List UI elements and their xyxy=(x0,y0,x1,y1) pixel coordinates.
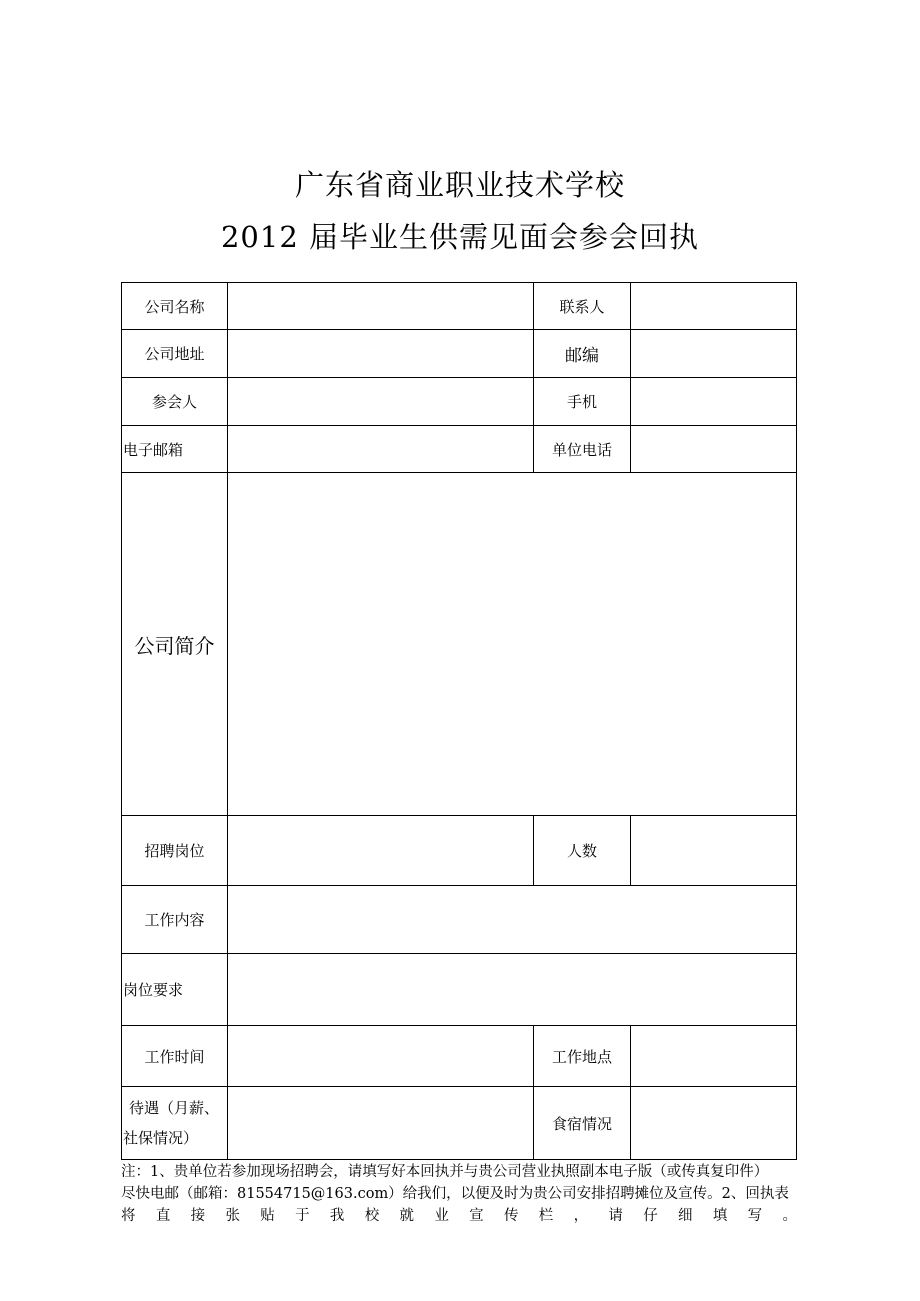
headcount-label: 人数 xyxy=(533,815,631,886)
work-location-label: 工作地点 xyxy=(533,1025,631,1087)
contact-field[interactable] xyxy=(630,282,797,330)
work-time-label: 工作时间 xyxy=(121,1025,228,1087)
benefits-label-line1: 待遇（月薪、 xyxy=(129,1099,220,1117)
document-subtitle: 2012 届毕业生供需见面会参会回执 xyxy=(220,220,700,254)
job-content-field[interactable] xyxy=(227,885,797,954)
job-requirement-label: 岗位要求 xyxy=(121,953,228,1026)
attendee-label: 参会人 xyxy=(121,377,228,426)
work-location-field[interactable] xyxy=(630,1025,797,1087)
footnote xyxy=(121,1161,797,1227)
company-intro-field[interactable] xyxy=(227,472,797,816)
footnote-line-2: 尽快电邮（邮箱：81554715@163.com）给我们，以便及时为贵公司安排招聘摊位及宣传。2、回执表 xyxy=(121,1186,789,1202)
board-label: 食宿情况 xyxy=(533,1086,631,1160)
footnote-char: 我 xyxy=(329,1208,345,1224)
footnote-line-1: 注：1、贵单位若参加现场招聘会，请填写好本回执并与贵公司营业执照副本电子版（或传真复印件） xyxy=(121,1164,769,1180)
work-time-field[interactable] xyxy=(227,1025,534,1087)
mobile-field[interactable] xyxy=(630,377,797,426)
footnote-line-3 xyxy=(121,1205,797,1227)
benefits-label xyxy=(121,1086,228,1160)
footnote-char: 直 xyxy=(155,1208,171,1224)
footnote-char: 张 xyxy=(225,1208,240,1224)
footnote-char: 接 xyxy=(190,1208,206,1224)
job-requirement-field[interactable] xyxy=(227,953,797,1026)
document-title: 广东省商业职业技术学校 xyxy=(294,168,625,202)
position-field[interactable] xyxy=(227,815,534,886)
footnote-char: ， xyxy=(573,1208,589,1224)
footnote-char: 。 xyxy=(782,1208,797,1224)
company-intro-label: 公司简介 xyxy=(121,472,228,816)
footnote-char: 贴 xyxy=(260,1208,275,1224)
footnote-char: 细 xyxy=(678,1208,693,1224)
postcode-field[interactable] xyxy=(630,329,797,378)
footnote-char: 于 xyxy=(295,1208,310,1224)
postcode-label: 邮编 xyxy=(533,329,631,378)
company-address-field[interactable] xyxy=(227,329,534,378)
footnote-char: 传 xyxy=(503,1208,519,1224)
office-phone-field[interactable] xyxy=(630,425,797,473)
footnote-char: 请 xyxy=(608,1208,623,1224)
email-label: 电子邮箱 xyxy=(121,425,228,473)
footnote-char: 宣 xyxy=(469,1208,484,1224)
company-name-field[interactable] xyxy=(227,282,534,330)
contact-label: 联系人 xyxy=(533,282,631,330)
position-label: 招聘岗位 xyxy=(121,815,228,886)
footnote-char: 就 xyxy=(399,1208,414,1224)
headcount-field[interactable] xyxy=(630,815,797,886)
footnote-char: 业 xyxy=(434,1208,449,1224)
board-field[interactable] xyxy=(630,1086,797,1160)
benefits-field[interactable] xyxy=(227,1086,534,1160)
footnote-char: 校 xyxy=(364,1208,380,1224)
footnote-char: 将 xyxy=(121,1208,136,1224)
job-content-label: 工作内容 xyxy=(121,885,228,954)
footnote-char: 写 xyxy=(747,1208,763,1224)
footnote-char: 填 xyxy=(712,1208,728,1224)
benefits-label-line2: 社保情况） xyxy=(123,1129,199,1147)
company-address-label: 公司地址 xyxy=(121,329,228,378)
footnote-char: 仔 xyxy=(643,1208,658,1224)
attendee-field[interactable] xyxy=(227,377,534,426)
company-name-label: 公司名称 xyxy=(121,282,228,330)
email-field[interactable] xyxy=(227,425,534,473)
office-phone-label: 单位电话 xyxy=(533,425,631,473)
footnote-char: 栏 xyxy=(538,1208,554,1224)
mobile-label: 手机 xyxy=(533,377,631,426)
